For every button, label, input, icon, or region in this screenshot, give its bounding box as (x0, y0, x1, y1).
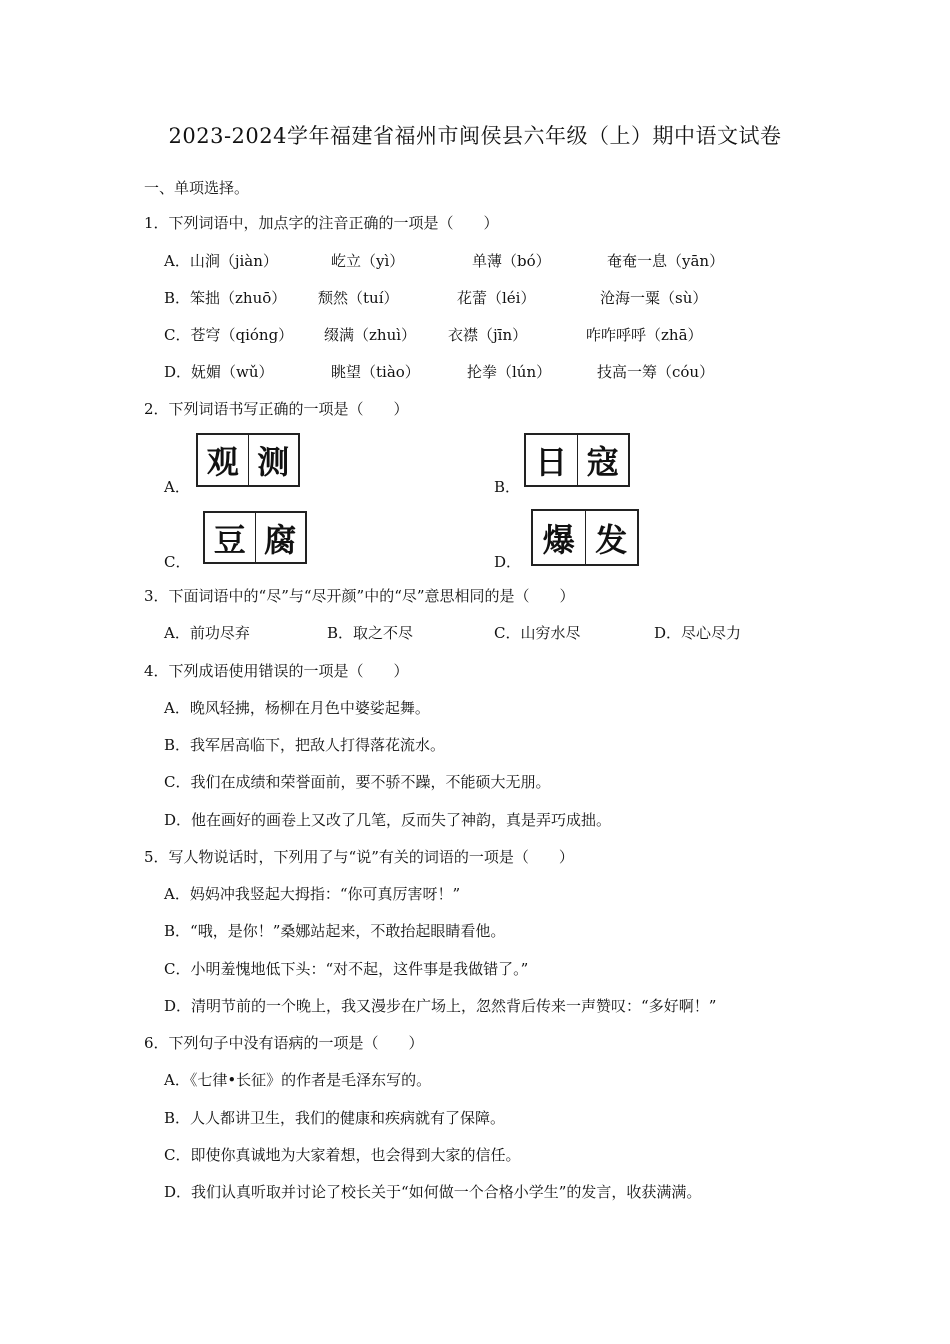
question-6-option-a[interactable]: A．《七律•长征》的作者是毛泽东写的。 (164, 1071, 432, 1089)
word-char: 寇 (577, 435, 629, 485)
option-c-label: C． (164, 553, 191, 571)
question-4-option-d[interactable]: D．他在画好的画卷上又改了几笔，反而失了神韵，真是弄巧成拙。 (164, 811, 612, 829)
page-title: 2023-2024学年福建省福州市闽侯县六年级（上）期中语文试卷 (168, 124, 782, 148)
option-a-word-1: A．山涧（jiàn） (164, 252, 278, 270)
option-d-label: D． (494, 553, 522, 571)
question-3-option-b[interactable]: B．取之不尽 (327, 624, 414, 642)
question-6-stem: 6．下列句子中没有语病的一项是（ ） (144, 1034, 424, 1052)
option-b-label: B． (494, 478, 521, 496)
word-box-b (524, 433, 630, 487)
word-char: 豆 (213, 520, 246, 559)
option-d-word-4: 技高一筹（cóu） (597, 363, 715, 381)
option-b-word-4: 沧海一粟（sù） (600, 289, 708, 307)
option-a-word-4: 奄奄一息（yān） (607, 252, 725, 270)
word-char: 观 (206, 443, 239, 481)
option-a-word-2: 屹立（yì） (331, 252, 405, 270)
question-5-option-c[interactable]: C．小明羞愧地低下头：“对不起，这件事是我做错了。” (164, 960, 529, 978)
option-b-word-2: 颓然（tuí） (318, 289, 399, 307)
question-4-option-a[interactable]: A．晚风轻拂，杨柳在月色中婆娑起舞。 (164, 699, 430, 717)
option-c-word-4: 咋咋呼呼（zhā） (586, 326, 703, 344)
word-char: 发 (585, 511, 638, 564)
word-char: 腐 (255, 513, 306, 562)
question-5-option-d[interactable]: D．清明节前的一个晚上，我又漫步在广场上，忽然背后传来一声赞叹：“多好啊！” (164, 997, 717, 1015)
question-3-option-a[interactable]: A．前功尽弃 (164, 624, 250, 642)
word-char: 日 (535, 443, 568, 481)
option-c-word-3: 衣襟（jīn） (448, 326, 528, 344)
word-char: 测 (248, 435, 299, 485)
option-c-word-2: 缀满（zhuì） (324, 326, 417, 344)
option-a-word-3: 单薄（bó） (472, 252, 551, 270)
question-4-option-b[interactable]: B．我军居高临下，把敌人打得落花流水。 (164, 736, 446, 754)
option-d-word-1: D．妩媚（wǔ） (164, 363, 274, 381)
word-box-d (531, 509, 639, 566)
question-3-option-c[interactable]: C．山穷水尽 (494, 624, 581, 642)
word-char: 爆 (542, 520, 575, 559)
option-a-label: A． (164, 478, 190, 496)
option-c-word-1: C．苍穹（qióng） (164, 326, 294, 344)
option-d-word-3: 抡拳（lún） (467, 363, 552, 381)
question-5-stem: 5．写人物说话时，下列用了与“说”有关的词语的一项是（ ） (144, 848, 574, 866)
question-4-stem: 4．下列成语使用错误的一项是（ ） (144, 662, 409, 680)
question-3-stem: 3．下面词语中的“尽”与“尽开颜”中的“尽”意思相同的是（ ） (144, 587, 575, 605)
question-2-stem: 2．下列词语书写正确的一项是（ ） (144, 400, 409, 418)
question-6-option-c[interactable]: C．即使你真诚地为大家着想，也会得到大家的信任。 (164, 1146, 521, 1164)
question-4-option-c[interactable]: C．我们在成绩和荣誉面前，要不骄不躁，不能硕大无朋。 (164, 773, 551, 791)
question-6-option-d[interactable]: D．我们认真听取并讨论了校长关于“如何做一个合格小学生”的发言，收获满满。 (164, 1183, 702, 1201)
question-5-option-b[interactable]: B．“哦，是你！”桑娜站起来，不敢抬起眼睛看他。 (164, 922, 506, 940)
word-box-c (203, 511, 307, 564)
question-5-option-a[interactable]: A．妈妈冲我竖起大拇指：“你可真厉害呀！” (164, 885, 461, 903)
option-d-word-2: 眺望（tiào） (331, 363, 420, 381)
section-heading: 一、单项选择。 (144, 179, 250, 197)
option-b-word-3: 花蕾（léi） (457, 289, 536, 307)
question-3-option-d[interactable]: D．尽心尽力 (654, 624, 742, 642)
question-1-stem: 1．下列词语中，加点字的注音正确的一项是（ ） (144, 214, 499, 232)
word-box-a (196, 433, 300, 487)
question-6-option-b[interactable]: B．人人都讲卫生，我们的健康和疾病就有了保障。 (164, 1109, 506, 1127)
option-b-word-1: B．笨拙（zhuō） (164, 289, 287, 307)
